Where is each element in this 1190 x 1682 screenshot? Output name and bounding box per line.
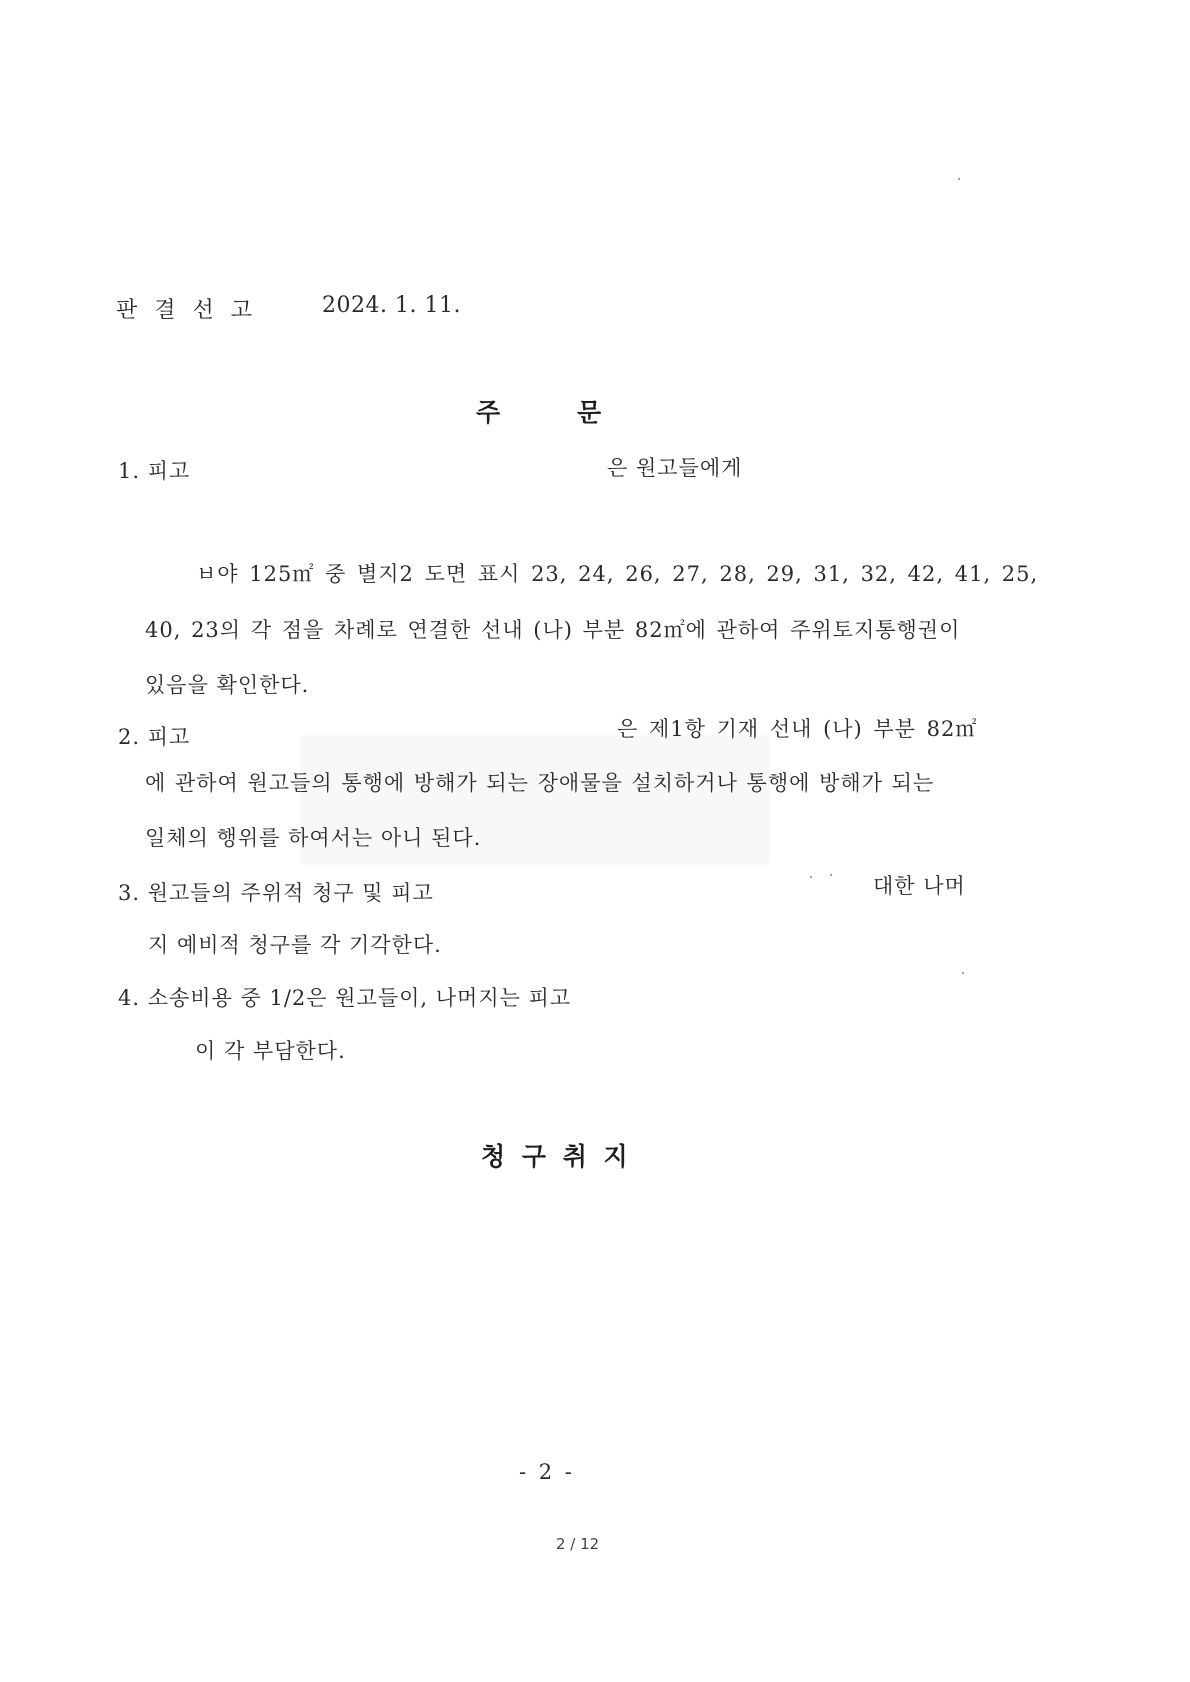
- order-title-right: 문: [577, 398, 602, 427]
- order-item-2-line-2: 에 관하여 원고들의 통행에 방해가 되는 장애물을 설치하거나 통행에 방해가 되는: [145, 771, 935, 795]
- order-item-1-line-4: 있음을 확인한다.: [145, 673, 310, 697]
- order-item-4-line-1: 4. 소송비용 중 1/2은 원고들이, 나머지는 피고: [118, 986, 572, 1010]
- order-item-4-line-2: 이 각 부담한다.: [195, 1039, 346, 1063]
- order-item-1-line-2: ㅂ야 125㎡ 중 별지2 도면 표시 23, 24, 26, 27, 28, 29, 31, 32, 42, 41, 25,: [196, 562, 1039, 586]
- order-item-2-prefix: 2. 피고: [118, 725, 191, 749]
- scan-speck: [958, 178, 960, 180]
- verdict-label: 판 결 선 고: [116, 298, 257, 323]
- claim-title: 청 구 취 지: [481, 1142, 632, 1171]
- scan-speck: [962, 972, 964, 974]
- order-item-3-suffix: 대한 나머: [873, 874, 966, 898]
- order-item-3-prefix: 3. 원고들의 주위적 청구 및 피고: [118, 881, 434, 905]
- verdict-date: 2024. 1. 11.: [322, 293, 461, 318]
- order-item-1-prefix: 1. 피고: [118, 459, 191, 483]
- order-item-3-line-2: 지 예비적 청구를 각 기각한다.: [148, 933, 442, 957]
- scan-speck: [810, 876, 812, 878]
- order-item-1-line-3: 40, 23의 각 점을 차례로 연결한 선내 (나) 부분 82㎡에 관하여 주위토지통행권이: [145, 618, 961, 642]
- page-marker: - 2 -: [519, 1460, 575, 1484]
- page-counter: 2 / 12: [556, 1535, 600, 1553]
- order-title-left: 주: [476, 398, 501, 427]
- order-item-2-line-3: 일체의 행위를 하여서는 아니 된다.: [145, 826, 482, 850]
- order-item-1-suffix: 은 원고들에게: [607, 456, 743, 480]
- order-item-2-suffix: 은 제1항 기재 선내 (나) 부분 82㎡: [617, 717, 978, 741]
- scan-speck: [830, 874, 832, 876]
